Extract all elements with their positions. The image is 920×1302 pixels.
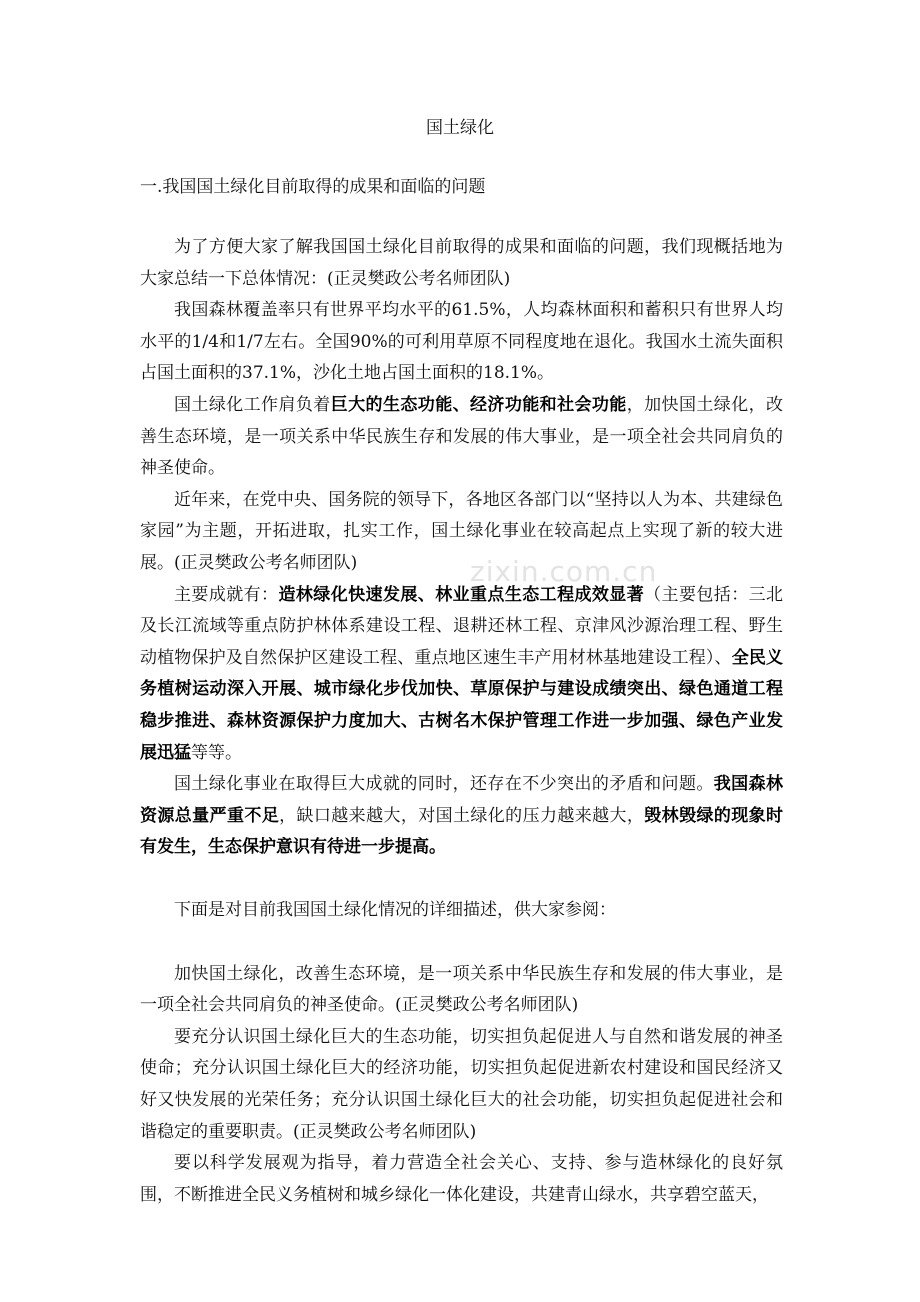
paragraph-progress: 近年来，在党中央、国务院的领导下，各地区各部门以“坚持以人为本、共建绿色家园”为主题，开拓进取，扎实工作，国土绿化事业在较高起点上实现了新的较大进展。(正灵樊政公考名师团队) [140,489,783,573]
text-span: （主要包括：三北及长江流域等重点防护林体系建设工程、退耕还林工程、京津风沙源治理工程、野生动植物保护及自然保护区建设工程、重点地区速生丰产用材林基地建设工程）、 [140,584,784,668]
paragraph-statistics: 我国森林覆盖率只有世界平均水平的61.5%，人均森林面积和蓄积只有世界人均水平的1/4和1/7左右。全国90%的可利用草原不同程度地在退化。我国水土流失面积占国土面积的37.1%，沙化土地占国土面积的18.1%。 [140,300,783,384]
paragraph-intro: 为了方便大家了解我国国土绿化目前取得的成果和面临的问题，我们现概括地为大家总结一下总体情况：(正灵樊政公考名师团队) [140,237,783,289]
bold-text: 毁林毁绿的现象时有发生，生态保护意识有待进一步提高。 [140,805,784,858]
paragraph-transition: 下面是对目前我国国土绿化情况的详细描述，供大家参阅： [174,900,616,921]
bold-text: 全民义务植树运动深入开展、城市绿化步伐加快、草原保护与建设成绩突出、绿色通道工程稳步推进、森林资源保护力度加大、古树名木保护管理工作进一步加强、绿色产业发展迅猛 [140,647,784,763]
text-span: ，加快国土绿化，改善生态环境，是一项关系中华民族生存和发展的伟大事业，是一项全社会共同肩负的神圣使命。 [140,394,784,479]
paragraph-mission: 加快国土绿化，改善生态环境，是一项关系中华民族生存和发展的伟大事业，是一项全社会共同肩负的神圣使命。(正灵樊政公考名师团队) [140,963,783,1016]
paragraph-problems [140,769,783,864]
paragraph-guidance: 要以科学发展观为指导，着力营造全社会关心、支持、参与造林绿化的良好氛围，不断推进全民义务植树和城乡绿化一体化建设，共建青山绿水，共享碧空蓝天， [140,1153,783,1205]
text-span: 等等。 [191,742,242,763]
document-title: 国土绿化 [426,118,494,138]
section-heading: 一.我国国土绿化目前取得的成果和面临的问题 [140,177,486,197]
document-body [140,232,783,1211]
paragraph-functions [140,390,783,485]
bold-text: 造林绿化快速发展、林业重点生态工程成效显著 [278,584,645,605]
text-span: ，缺口越来越大，对国土绿化的压力越来越大， [279,805,645,826]
watermark: zixin.com.cn [470,555,658,588]
paragraph-awareness: 要充分认识国土绿化巨大的生态功能，切实担负起促进人与自然和谐发展的神圣使命；充分认识国土绿化巨大的经济功能，切实担负起促进新农村建设和国民经济又好又快发展的光荣任务；充分认识国土绿化巨大的社会功能，切实担负起促进社会和谐稳定的重要职责。(正灵樊政公考名师团队) [140,1026,783,1142]
text-span: 国土绿化事业在取得巨大成就的同时，还存在不少突出的矛盾和问题。 [174,774,714,795]
bold-text: 我国森林资源总量严重不足 [140,774,784,826]
paragraph-achievements [140,580,783,770]
text-span: 国土绿化工作肩负着 [174,394,331,415]
bold-text: 巨大的生态功能、经济功能和社会功能 [330,394,627,415]
text-span: 主要成就有： [174,584,279,605]
